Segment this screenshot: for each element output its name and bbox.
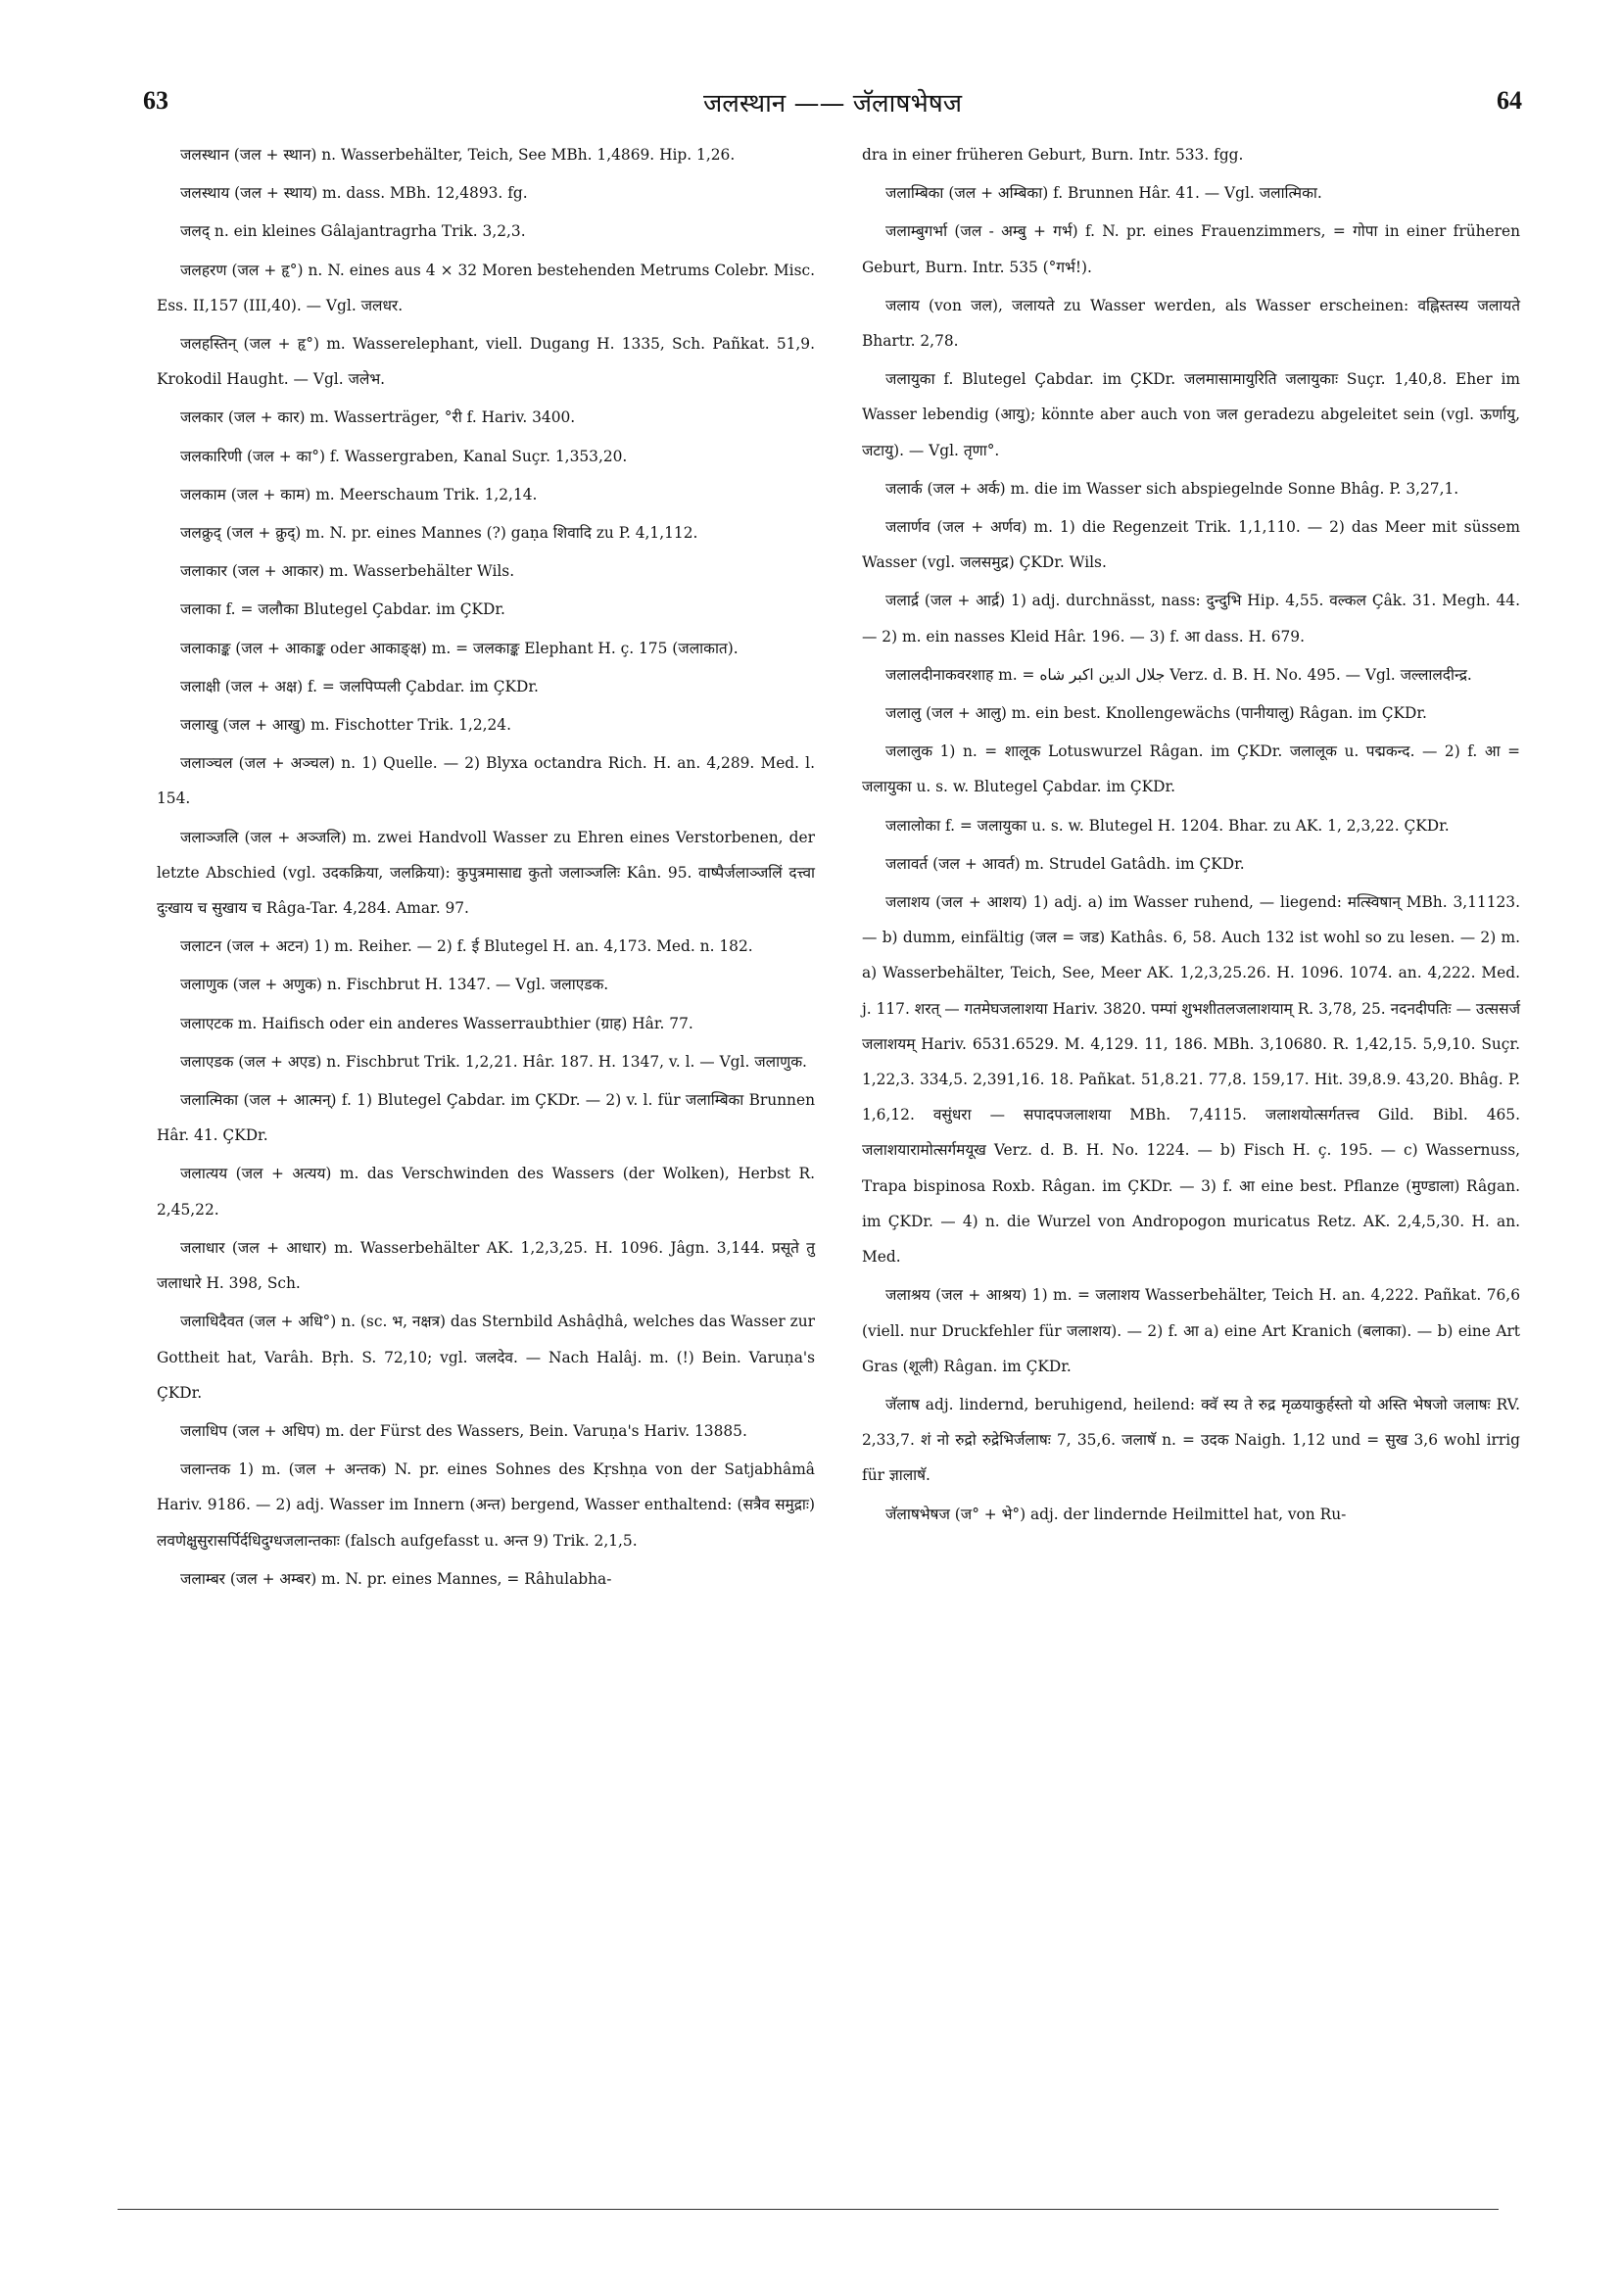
dictionary-entry: जलाका f. = जलौका Blutegel Çabdar. im ÇKDr. [180, 600, 505, 619]
dictionary-entry: जलालोका f. = जलायुका u. s. w. Blutegel H. 1204. Bhar. zu AK. 1, 2,3,22. ÇKDr. [885, 816, 1450, 835]
dictionary-entry: जलाक्षी (जल + अक्ष) f. = जलपिप्पली Çabdar. im ÇKDr. [180, 677, 539, 695]
dictionary-entry: जलस्थाय (जल + स्थाय) m. dass. MBh. 12,4893. fg. [180, 184, 528, 203]
dictionary-entry: जलार्णव (जल + अर्णव) m. 1) die Regenzeit Trik. 1,1,110. — 2) das Meer mit süssem Wasser (vgl. जलसमुद्र) ÇKDr. Wils. [862, 518, 1520, 572]
dictionary-entry: जलालुक 1) n. = शालूक Lotuswurzel Râgan. im ÇKDr. जलालूक u. पद्मकन्द. — 2) f. आ = जलायुका u. s. w. Blutegel Çabdar. im ÇKDr. [862, 742, 1520, 796]
right-column [862, 137, 1520, 1535]
dictionary-entry: जलाकार (जल + आकार) m. Wasserbehälter Wils. [180, 562, 515, 581]
dictionary-entry: जलान्तक 1) m. (जल + अन्तक) N. pr. eines Sohnes des Kṛshṇa von der Satjabhâmâ Hariv. 9186. — 2) adj. Wasser im Innern (अन्त) bergend, Wasser enthaltend: (सत्रैव समुद्राः) लवणेक्षुसुरासर्पिर्दधिदुग्धजलान्तकाः (falsch aufgefasst u. अन्त 9) Trik. 2,1,5. [157, 1460, 815, 1550]
dictionary-entry: जलावर्त (जल + आवर्त) m. Strudel Gatâdh. im ÇKDr. [885, 854, 1245, 873]
dictionary-entry: जलाएटक m. Haifisch oder ein anderes Wasserraubthier (ग्राह) Hâr. 77. [180, 1014, 693, 1032]
running-title: जलस्थान —— जॅलाषभेषज [702, 89, 963, 119]
dictionary-entry: जलद् n. ein kleines Gâlajantragrha Trik. 3,2,3. [180, 222, 526, 241]
dictionary-entry: जलालु (जल + आलु) m. ein best. Knollengewächs (पानीयालु) Râgan. im ÇKDr. [885, 704, 1427, 723]
dictionary-entry: जलाश्रय (जल + आश्रय) 1) m. = जलाशय Wasserbehälter, Teich H. an. 4,222. Pañkat. 76,6 (viell. nur Druckfehler für जलाशय). — 2) f. आ a) eine Art Kranich (बलाका). — b) eine Art Gras (शूली) Râgan. im ÇKDr. [862, 1286, 1520, 1375]
dictionary-entry: जलाखु (जल + आखु) m. Fischotter Trik. 1,2,24. [180, 716, 511, 735]
dictionary-entry: जलहरण (जल + हृ°) n. N. eines aus 4 × 32 Moren bestehenden Metrums Colebr. Misc. Ess. II,157 (III,40). — Vgl. जलधर. [157, 261, 815, 314]
dictionary-entry: जलालदीनाकवरशाह m. = جلال الدین اکبر شاه Verz. d. B. H. No. 495. — Vgl. जल्लालदीन्द्र. [885, 665, 1472, 684]
dictionary-entry-continuation: dra in einer früheren Geburt, Burn. Intr. 533. fgg. [862, 146, 1244, 164]
dictionary-entry: जलाधिदैवत (जल + अधि°) n. (sc. भ, नक्षत्र) das Sternbild Ashâḍhâ, welches das Wasser zur Gottheit hat, Varâh. Bṛh. S. 72,10; vgl. जलदेव. — Nach Halâj. m. (!) Bein. Varuṇa's ÇKDr. [157, 1313, 815, 1402]
dictionary-entry: जलस्थान (जल + स्थान) n. Wasserbehälter, Teich, See MBh. 1,4869. Hip. 1,26. [180, 146, 736, 164]
dictionary-entry: जलात्यय (जल + अत्यय) m. das Verschwinden des Wassers (der Wolken), Herbst R. 2,45,22. [157, 1165, 815, 1219]
footer-rule [118, 2209, 1499, 2210]
dictionary-entry: जलहस्तिन् (जल + हृ°) m. Wasserelephant, viell. Dugang H. 1335, Sch. Pañkat. 51,9. Krokodil Haught. — Vgl. जलेभ. [157, 335, 815, 389]
dictionary-entry: जलाम्बिका (जल + अम्बिका) f. Brunnen Hâr. 41. — Vgl. जलात्मिका. [885, 184, 1322, 203]
dictionary-entry: जलार्क (जल + अर्क) m. die im Wasser sich abspiegelnde Sonne Bhâg. P. 3,27,1. [885, 479, 1459, 498]
dictionary-entry: जलाञ्चल (जल + अञ्चल) n. 1) Quelle. — 2) Blyxa octandra Rich. H. an. 4,289. Med. l. 154. [157, 754, 815, 808]
dictionary-entry: जलाय (von जल), जलायते zu Wasser werden, als Wasser erscheinen: वह्निस्तस्य जलायते Bhartr. 2,78. [862, 296, 1520, 351]
left-column [157, 137, 815, 1600]
dictionary-entry: जलात्मिका (जल + आत्मन्) f. 1) Blutegel Çabdar. im ÇKDr. — 2) v. l. für जलाम्बिका Brunnen Hâr. 41. ÇKDr. [157, 1091, 815, 1145]
dictionary-entry: जलाणुक (जल + अणुक) n. Fischbrut H. 1347. — Vgl. जलाएडक. [180, 976, 609, 994]
page-number-right: 64 [1497, 86, 1522, 115]
dictionary-entry: जलाकाङ्क (जल + आकाङ्क oder आकाङ्क्ष) m. = जलकाङ्क Elephant H. ç. 175 (जलाकात). [180, 639, 739, 657]
dictionary-entry: जलाधिप (जल + अधिप) m. der Fürst des Wassers, Bein. Varuṇa's Hariv. 13885. [180, 1421, 747, 1440]
page-header [137, 86, 1528, 121]
dictionary-entry: जलायुका f. Blutegel Çabdar. im ÇKDr. जलमासामायुरिति जलायुकाः Suçr. 1,40,8. Eher im Wasser lebendig (आयु); könnte aber auch von जल geradezu abgeleitet sein (vgl. ऊर्णायु, जटायु). — Vgl. तृणा°. [862, 370, 1520, 459]
dictionary-entry: जलाम्बर (जल + अम्बर) m. N. pr. eines Mannes, = Râhulabha- [180, 1569, 612, 1588]
dictionary-entry: जलाएडक (जल + अएड) n. Fischbrut Trik. 1,2,21. Hâr. 187. H. 1347, v. l. — Vgl. जलाणुक. [180, 1052, 807, 1071]
dictionary-entry: जॅलाष adj. lindernd, beruhigend, heilend: क्वॅ स्य ते रुद्र मृळयाकुर्हस्तो यो अस्ति भेषजो जलाषः RV. 2,33,7. शं नो रुद्रो रुद्रेभिर्जलाषः 7, 35,6. जलाषॅ n. = उदक Naigh. 1,12 und = सुख 3,6 wohl irrig für ज्ञालाषॅ. [862, 1395, 1520, 1485]
dictionary-entry: जलाधार (जल + आधार) m. Wasserbehälter AK. 1,2,3,25. H. 1096. Jâgn. 3,144. प्रसूते तु जलाधारे H. 398, Sch. [157, 1238, 815, 1293]
dictionary-entry: जॅलाषभेषज (ज° + भे°) adj. der lindernde Heilmittel hat, von Ru- [885, 1505, 1347, 1523]
dictionary-entry: जलकारिणी (जल + का°) f. Wassergraben, Kanal Suçr. 1,353,20. [180, 447, 628, 465]
dictionary-entry: जलाम्बुगर्भा (जल - अम्बु + गर्भ) f. N. pr. eines Frauenzimmers, = गोपा in einer früheren Geburt, Burn. Intr. 535 (°गर्भ!). [862, 222, 1520, 276]
dictionary-entry: जलकार (जल + कार) m. Wasserträger, °री f. Hariv. 3400. [180, 408, 576, 427]
page-number-left: 63 [143, 86, 168, 115]
dictionary-entry: जलकाम (जल + काम) m. Meerschaum Trik. 1,2,14. [180, 485, 538, 503]
dictionary-entry: जलक्रुद् (जल + क्रुद्) m. N. pr. eines Mannes (?) gaṇa शिवादि zu P. 4,1,112. [180, 524, 698, 543]
dictionary-entry: जलाशय (जल + आशय) 1) adj. a) im Wasser ruhend, — liegend: मत्स्विषान् MBh. 3,11123. — b) dumm, einfältig (जल = जड) Kathâs. 6, 58. Auch 132 ist wohl so zu lesen. — 2) m. a) Wasserbehälter, Teich, See, Meer AK. 1,2,3,25.26. H. 1096. 1074. an. 4,222. Med. j. 117. शरत् — गतमेघजलाशया Hariv. 3820. पम्पां शुभशीतलजलाशयाम् R. 3,78, 25. नदनदीपतिः — उत्ससर्ज जलाशयम् Hariv. 6531.6529. M. 4,129. 11, 186. MBh. 3,10680. R. 1,42,15. 5,9,10. Suçr. 1,22,3. 334,5. 2,391,16. 18. Pañkat. 51,8.21. 77,8. 159,17. Hit. 39,8.9. 43,20. Bhâg. P. 1,6,12. वसुंधरा — सपादपजलाशया MBh. 7,4115. जलाशयोत्सर्गतत्त्व Gild. Bibl. 465. जलाशयारामोत्सर्गमयूख Verz. d. B. H. No. 1224. — b) Fisch H. ç. 195. — c) Wassernuss, Trapa bispinosa Roxb. Râgan. im ÇKDr. — 3) f. आ eine best. Pflanze (मुण्डाला) Râgan. im ÇKDr. — 4) n. die Wurzel von Andropogon muricatus Retz. AK. 2,4,5,30. H. an. Med. [862, 893, 1520, 1267]
dictionary-entry: जलाञ्जलि (जल + अञ्जलि) m. zwei Handvoll Wasser zu Ehren eines Verstorbenen, der letzte Abschied (vgl. उदकक्रिया, जलक्रिया): कुपुत्रमासाद्य कुतो जलाञ्जलिः Kân. 95. वाष्पैर्जलाञ्जलिं दत्त्वा दुःखाय च सुखाय च Râga-Tar. 4,284. Amar. 97. [157, 828, 815, 918]
dictionary-entry: जलार्द्र (जल + आर्द्र) 1) adj. durchnässt, nass: दुन्दुभि Hip. 4,55. वल्कल Çâk. 31. Megh. 44. — 2) m. ein nasses Kleid Hâr. 196. — 3) f. आ dass. H. 679. [862, 592, 1520, 646]
dictionary-entry: जलाटन (जल + अटन) 1) m. Reiher. — 2) f. ई Blutegel H. an. 4,173. Med. n. 182. [180, 937, 753, 956]
